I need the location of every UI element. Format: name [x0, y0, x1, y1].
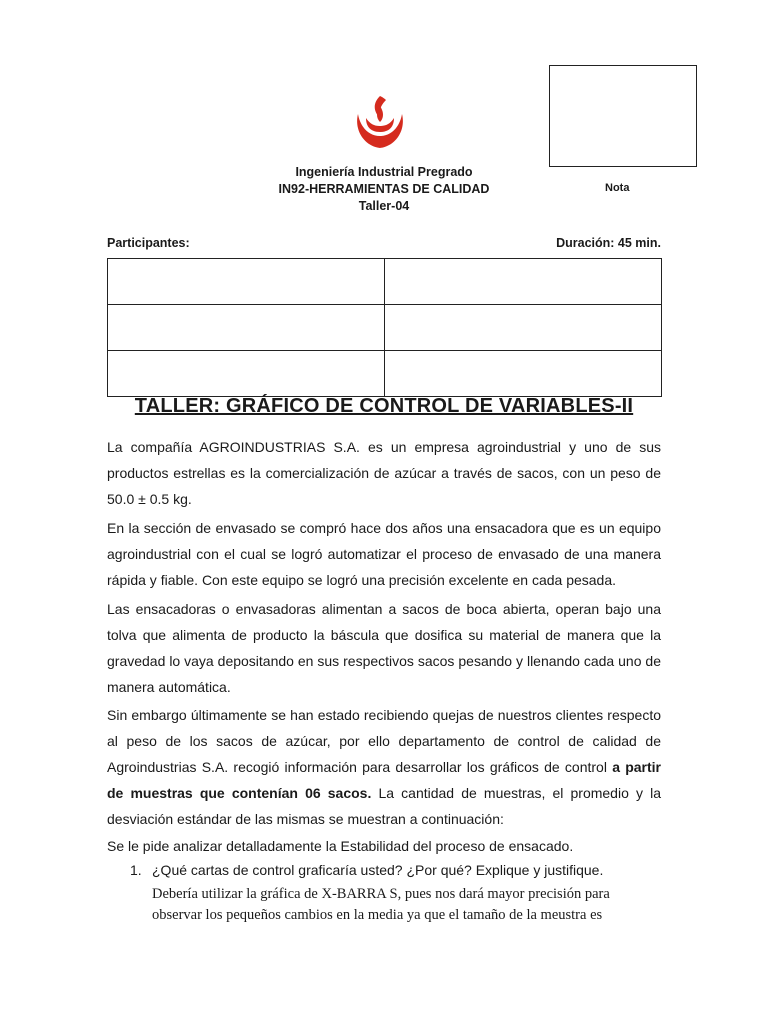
participant-cell	[385, 305, 662, 351]
grade-label: Nota	[605, 182, 630, 194]
university-logo	[352, 92, 408, 152]
participant-cell	[385, 351, 662, 397]
program-name: Ingeniería Industrial Pregrado	[295, 165, 473, 179]
document-header	[230, 164, 538, 215]
participant-cell	[108, 351, 385, 397]
paragraph-process: Las ensacadoras o envasadoras alimentan a sacos de boca abierta, operan bajo una tolva que alimenta de producto la báscula que dosifica su material de manera que la gravedad lo vaya depositando en sus respectivos sacos pesando y llenando cada uno de manera automática.	[107, 601, 661, 695]
participant-cell	[385, 259, 662, 305]
participant-cell	[108, 259, 385, 305]
complaints-text: Sin embargo últimamente se han estado recibiendo quejas de nuestros clientes respecto al peso de los sacos de azúcar, por ello departamento de control de calidad de Agroindustrias S.A. recogió información para desarrollar los gráficos de control	[107, 707, 661, 775]
complaints-text-end: La cantidad de muestras, el promedio y la desviación estándar de las mismas se muestran a continuación:	[107, 785, 661, 827]
paragraph-intro: La compañía AGROINDUSTRIAS S.A. es un empresa agroindustrial y uno de sus productos estrellas es la comercialización de azúcar a través de sacos, con un peso de 50.0 ± 0.5 kg.	[107, 439, 661, 507]
paragraph-complaints	[107, 702, 661, 832]
course-name: IN92-HERRAMIENTAS DE CALIDAD	[278, 182, 490, 196]
participant-cell	[108, 305, 385, 351]
participants-label: Participantes:	[107, 236, 190, 250]
grade-box	[549, 65, 697, 167]
complaints-bold-text: a partir de muestras que contenían 06 sacos.	[107, 759, 661, 801]
question-1	[130, 857, 603, 883]
answer-1: Debería utilizar la gráfica de X-BARRA S, pues nos dará mayor precisión para observar los pequeños cambios en la media ya que el tamaño de la meustra es	[152, 886, 610, 923]
question-number: 1.	[130, 862, 142, 878]
question-text: ¿Qué cartas de control graficaría usted? ¿Por qué? Explique y justifique.	[152, 862, 604, 878]
page-title: TALLER: GRÁFICO DE CONTROL DE VARIABLES-II	[134, 395, 634, 417]
workshop-number: Taller-04	[358, 199, 410, 213]
paragraph-task: Se le pide analizar detalladamente la Estabilidad del proceso de ensacado.	[107, 838, 574, 854]
participants-table	[107, 258, 662, 397]
duration-label: Duración: 45 min.	[556, 236, 661, 250]
paragraph-equipment: En la sección de envasado se compró hace dos años una ensacadora que es un equipo agroindustrial con el cual se logró automatizar el proceso de envasado de una manera rápida y fiable. Con este equipo se logró una precisión excelente en cada pesada.	[107, 520, 661, 588]
